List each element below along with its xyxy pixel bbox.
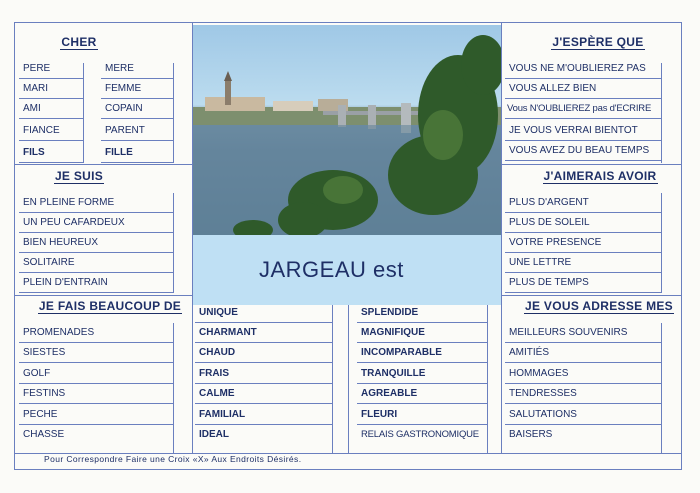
section-divider xyxy=(501,164,681,165)
jargeau-adjective[interactable]: TRANQUILLE xyxy=(357,364,487,384)
espere-option[interactable]: JE VOUS VERRAI BIENTOT xyxy=(505,121,661,141)
je-fais-heading: JE FAIS BEAUCOUP DE xyxy=(38,299,182,313)
adresse-option[interactable]: AMITIÉS xyxy=(505,343,661,363)
espere-option[interactable]: VOUS NE M'OUBLIEREZ PAS xyxy=(505,59,661,79)
river-bridge-illustration xyxy=(193,25,501,235)
adresse-option[interactable]: HOMMAGES xyxy=(505,364,661,384)
je-suis-heading: JE SUIS xyxy=(54,169,104,183)
aimerais-heading: J'AIMERAIS AVOIR xyxy=(543,169,657,183)
jargeau-adjective[interactable]: CALME xyxy=(195,384,332,404)
cher-option[interactable]: MERE xyxy=(101,59,173,79)
je-suis-col-divider xyxy=(173,193,174,293)
aimerais-col-divider xyxy=(661,193,662,293)
jargeau-adjective[interactable]: AGREABLE xyxy=(357,384,487,404)
jargeau-adjective[interactable]: INCOMPARABLE xyxy=(357,343,487,363)
jargeau-adjective[interactable]: CHARMANT xyxy=(195,323,332,343)
cher-option[interactable]: AMI xyxy=(19,99,83,119)
je-suis-option[interactable]: BIEN HEUREUX xyxy=(19,233,173,253)
cher-col-divider xyxy=(83,63,84,163)
jargeau-adjective[interactable]: IDEAL xyxy=(199,429,229,440)
je-fais-option[interactable]: PECHE xyxy=(19,405,173,425)
adresse-option[interactable]: MEILLEURS SOUVENIRS xyxy=(505,323,661,343)
je-fais-col-divider xyxy=(173,323,174,453)
jargeau-adjective[interactable]: UNIQUE xyxy=(195,303,332,323)
jargeau-adjective[interactable]: RELAIS GASTRONOMIQUE xyxy=(361,429,479,440)
cher-option[interactable]: FIANCE xyxy=(19,121,83,141)
espere-option[interactable]: VOUS ALLEZ BIEN xyxy=(505,79,661,99)
je-suis-option[interactable]: PLEIN D'ENTRAIN xyxy=(19,273,173,293)
aimerais-option[interactable]: VOTRE PRESENCE xyxy=(505,233,661,253)
section-divider xyxy=(15,295,192,296)
je-suis-option[interactable]: UN PEU CAFARDEUX xyxy=(19,213,173,233)
cher-col-divider-right xyxy=(173,63,174,163)
cher-heading: CHER xyxy=(61,35,97,49)
je-fais-option[interactable]: SIESTES xyxy=(19,343,173,363)
jargeau-adjective[interactable]: SPLENDIDE xyxy=(357,303,487,323)
section-divider xyxy=(15,164,192,165)
jargeau-adjective[interactable]: FAMILIAL xyxy=(195,405,332,425)
adresse-option[interactable]: TENDRESSES xyxy=(505,384,661,404)
je-fais-option[interactable]: CHASSE xyxy=(23,429,65,440)
center-col-divider xyxy=(332,305,333,453)
banner-title: JARGEAU est xyxy=(259,257,404,282)
jargeau-photo xyxy=(193,25,501,235)
aimerais-option[interactable]: PLUS DE SOLEIL xyxy=(505,213,661,233)
cher-option[interactable]: FEMME xyxy=(101,79,173,99)
section-divider xyxy=(501,295,681,296)
cher-option[interactable]: MARI xyxy=(19,79,83,99)
je-fais-option[interactable]: FESTINS xyxy=(19,384,173,404)
divider-left xyxy=(192,23,193,453)
espere-option[interactable]: VOUS AVEZ DU BEAU TEMPS xyxy=(505,141,661,161)
jargeau-adjective[interactable]: FLEURI xyxy=(357,405,487,425)
adresse-option[interactable]: SALUTATIONS xyxy=(505,405,661,425)
cher-option[interactable]: FILS xyxy=(19,143,83,163)
adresse-heading: JE VOUS ADRESSE MES xyxy=(525,299,673,313)
adresse-col-divider xyxy=(661,323,662,453)
title-banner xyxy=(193,235,501,305)
cher-option[interactable]: COPAIN xyxy=(101,99,173,119)
aimerais-option[interactable]: UNE LETTRE xyxy=(505,253,661,273)
jargeau-adjective[interactable]: MAGNIFIQUE xyxy=(357,323,487,343)
je-fais-option[interactable]: GOLF xyxy=(19,364,173,384)
footer-instructions: Pour Correspondre Faire une Croix «X» Aux Endroits Désirés. xyxy=(44,454,302,464)
postcard xyxy=(14,22,682,470)
je-suis-option[interactable]: SOLITAIRE xyxy=(19,253,173,273)
espere-col-divider xyxy=(661,63,662,163)
espere-option[interactable]: Vous N'OUBLIEREZ pas d'ECRIRE xyxy=(505,99,661,119)
je-suis-option[interactable]: EN PLEINE FORME xyxy=(19,193,173,213)
cher-option[interactable]: FILLE xyxy=(101,143,173,163)
espere-heading: J'ESPÈRE QUE xyxy=(552,35,644,49)
aimerais-option[interactable]: PLUS DE TEMPS xyxy=(505,273,661,293)
divider-right xyxy=(501,23,502,453)
cher-option[interactable]: PARENT xyxy=(101,121,173,141)
cher-option[interactable]: PERE xyxy=(19,59,83,79)
aimerais-option[interactable]: PLUS D'ARGENT xyxy=(505,193,661,213)
jargeau-adjective[interactable]: FRAIS xyxy=(195,364,332,384)
je-fais-option[interactable]: PROMENADES xyxy=(19,323,173,343)
center-col-divider xyxy=(348,305,349,453)
jargeau-adjective[interactable]: CHAUD xyxy=(195,343,332,363)
adresse-option[interactable]: BAISERS xyxy=(509,429,553,440)
